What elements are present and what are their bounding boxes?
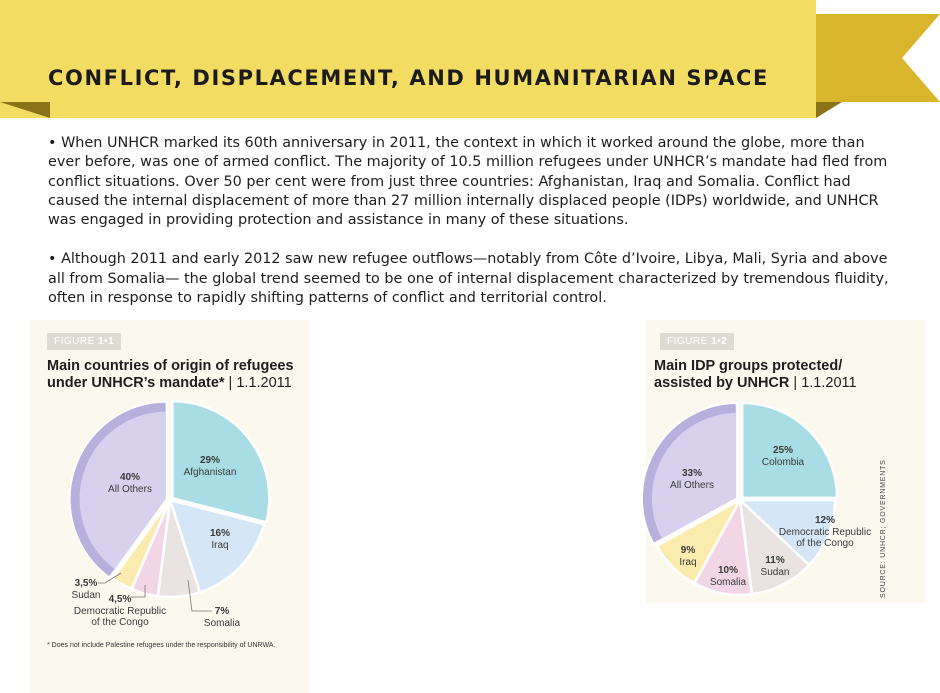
pie-category-label-democratic-republic-of-the-congo: Democratic Republic [73, 606, 167, 617]
pie-category-label-sudan: Sudan [760, 567, 790, 578]
figure-1-footnote: * Does not include Palestine refugees under the responsibility of UNRWA. [47, 642, 276, 649]
pie-category-label-sudan: Sudan [71, 590, 101, 601]
ribbon-fold-right [816, 102, 842, 118]
pie-value-label-iraq: 9% [680, 545, 696, 556]
pie-label-iraq [210, 528, 230, 551]
pie-value-label-somalia: 7% [214, 606, 230, 617]
figure-2-title [654, 358, 857, 392]
pie-value-label-democratic-republic-of-the-congo: 4,5% [108, 594, 132, 605]
paragraph-1: • When UNHCR marked its 60th anniversary in 2011, the context in which it worked around the globe, more than ever before, was one of armed conflict. The majority of 10.5 million refugees under UNHCR’s mandate had fled from conflict situations. Over 50 per cent were from just three countries: Afghanistan, Iraq and Somalia. Conflict had caused the internal displacement of more than 27 million internally displaced people (IDPs) worldwide, and UNHCR was engaged in providing protection and assistance in many of these situations. [48, 135, 888, 229]
pie-label-iraq [679, 545, 696, 568]
pie-value-label-somalia: 10% [717, 565, 739, 576]
pie-category-label-colombia: Colombia [761, 457, 805, 468]
figure-1-title-line1: Main countries of origin of refugees [47, 358, 294, 374]
figure-2-title-line2: assisted by UNHCR | 1.1.2011 [654, 375, 857, 391]
pie-value-label-all-others: 40% [119, 472, 141, 483]
pie-category-label-iraq: Iraq [679, 557, 697, 568]
pie-category-label-democratic-republic-of-the-congo-1: of the Congo [91, 617, 149, 628]
pie-category-label-iraq: Iraq [211, 540, 229, 551]
pie-category-label-democratic-republic-of-the-congo-1: of the Congo [796, 538, 854, 549]
pie-value-label-afghanistan: 29% [199, 455, 221, 466]
pie-category-label-afghanistan: Afghanistan [183, 467, 237, 478]
pie-value-label-all-others: 33% [681, 468, 703, 479]
paragraph-2: • Although 2011 and early 2012 saw new refugee outflows—notably from Côte d’Ivoire, Libya, Mali, Syria and above all from Somalia— the global trend seemed to be one of internal displacement characterized by tremendous fluidity, often in response to rapidly shifting patterns of conflict and territorial control. [48, 251, 889, 307]
pie-value-label-iraq: 16% [209, 528, 231, 539]
figure-2-tag: FIGURE 1•2 [660, 333, 734, 350]
figure-1-title-line2: under UNHCR’s mandate* | 1.1.2011 [47, 375, 292, 391]
pie-category-label-all-others: All Others [108, 484, 152, 495]
figure-1-tag: FIGURE 1•1 [47, 333, 121, 350]
ribbon-tail [816, 14, 940, 102]
page-title: CONFLICT, DISPLACEMENT, AND HUMANITARIAN SPACE [48, 66, 770, 90]
pie-value-label-sudan: 3,5% [74, 578, 98, 589]
pie-value-label-colombia: 25% [772, 445, 794, 456]
body-text [48, 134, 898, 328]
ribbon-decoration [0, 0, 940, 118]
pie-value-label-sudan: 11% [765, 555, 785, 566]
figure-2-title-line1: Main IDP groups protected/ [654, 358, 843, 374]
ribbon-fold-left [0, 102, 50, 118]
pie-chart-refugees [30, 390, 310, 640]
pie-chart-idp [640, 400, 880, 605]
pie-category-label-somalia: Somalia [709, 577, 747, 588]
figure-1-title [47, 358, 294, 392]
pie-category-label-democratic-republic-of-the-congo: Democratic Republic [778, 527, 872, 538]
pie-category-label-all-others: All Others [670, 480, 714, 491]
source-note: SOURCE: UNHCR; GOVERNMENTS [880, 459, 887, 598]
pie-value-label-democratic-republic-of-the-congo: 12% [814, 515, 836, 526]
pie-category-label-somalia: Somalia [203, 618, 241, 629]
